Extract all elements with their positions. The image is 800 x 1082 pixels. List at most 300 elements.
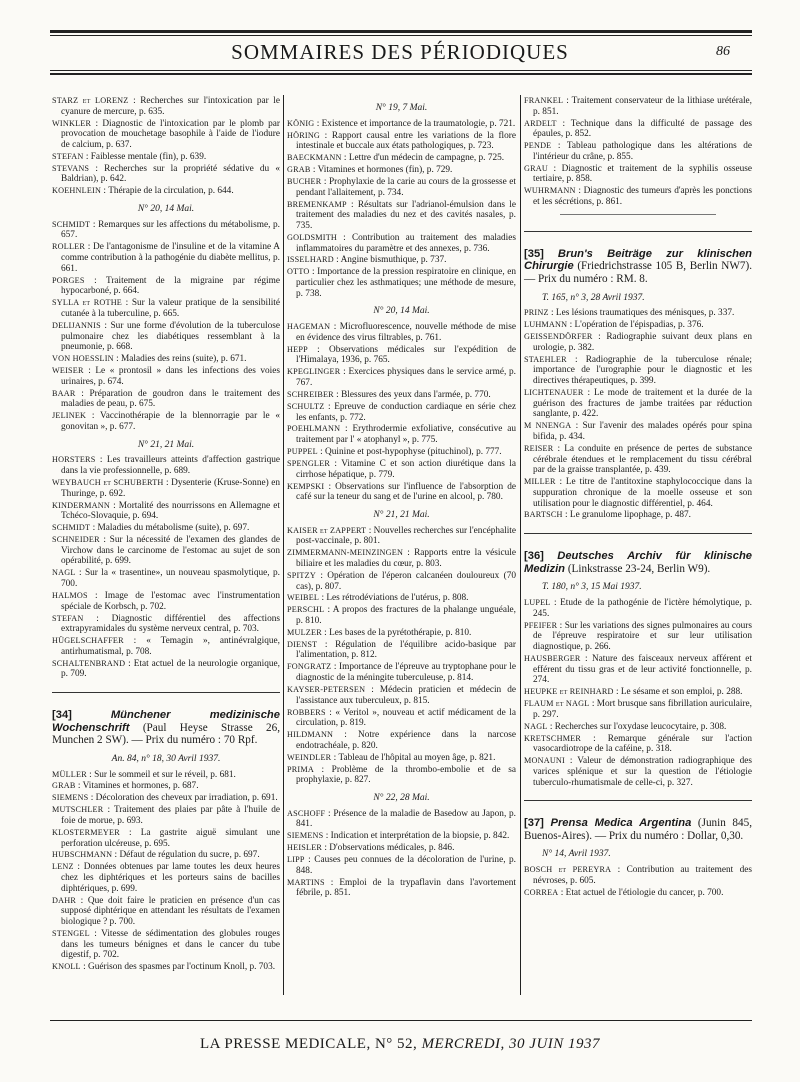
article-title: Indication et interprétation de la biopsie, p. 842. — [330, 831, 510, 842]
article-entry: LUPEL : Etude de la pathogénie de l'ictère hémolytique, p. 245. — [524, 598, 752, 619]
article-author: KLOSTERMEYER — [52, 827, 120, 837]
article-author: OTTO — [287, 267, 310, 277]
article-author: WEINDLER — [287, 752, 332, 762]
article-title: Faiblesse mentale (fin), p. 639. — [90, 151, 207, 162]
article-entry: SCHALTENBRAND : Etat actuel de la neurologie organique, p. 709. — [52, 658, 281, 680]
article-entry: STEVANS : Recherches sur la propriété sédative du « Baldrian), p. 642. — [52, 163, 280, 185]
article-entry: STAEHLER : Radiographie de la tuberculose rénale; importance de l'urographie pour le diagnostic et les directives thérapeutiques, p. 399. — [524, 354, 752, 387]
article-title: Les bases de la pyrétothérapie, p. 810. — [329, 627, 472, 638]
article-entry: WEIBEL : Les rétrodéviations de l'utérus, p. 808. — [287, 593, 469, 604]
article-author: HEUPKE et REINHARD — [524, 687, 614, 697]
article-author: KRETSCHMER — [524, 733, 582, 743]
journal-heading — [524, 817, 752, 842]
journal-details: (Friedrichstrasse 105 B, Berlin NW7). — Prix du numéro : RM. 8. — [524, 260, 752, 285]
article-entry: HORSTERS : Les travailleurs atteints d'affection gastrique dans la vie professionnelle, p. 689. — [52, 455, 280, 477]
article-author: SCHALTENBRAND — [52, 658, 126, 668]
article-author: KNOLL — [52, 962, 81, 972]
issue-heading: N° 21, 21 Mai. — [137, 439, 195, 450]
article-title: Sur la valeur pratique de la sensibilité cutanée à la tuberculine, p. 665. — [61, 298, 280, 319]
article-title: Importance de l'épreuve au tryptophane pour le diagnostic de la méningite tuberculeuse, p. 814. — [296, 662, 516, 684]
article-entry: KAISER et ZAPPERT : Nouvelles recherches sur l'encéphalite post-vaccinale, p. 801. — [287, 525, 517, 547]
article-entry: MÜLLER : Sur le sommeil et sur le réveil, p. 681. — [52, 769, 236, 780]
article-author: WEYBAUCH et SCHUBERTH — [52, 477, 164, 487]
article-entry: DELIJANNIS : Sur une forme d'évolution de la tuberculose pulmonaire chez les diabétiques ressemblant à la pneumonie, p. 668. — [52, 320, 281, 353]
article-entry: SCHMIDT : Remarques sur les affections du métabolisme, p. 657. — [52, 219, 281, 241]
article-author: SCHMIDT — [52, 523, 91, 533]
article-entry: GRAB : Vitamines et hormones (fin), p. 729. — [287, 165, 453, 176]
article-entry: BUCHER : Prophylaxie de la carie au cours de la grossesse et pendant l'allaitement, p. 734. — [287, 176, 516, 198]
article-author: GRAB — [287, 165, 311, 175]
article-entry: BAECKMANN : Lettre d'un médecin de campagne, p. 725. — [287, 153, 505, 164]
article-author: SCHREIBER — [287, 389, 334, 399]
article-author: DAHR — [52, 895, 76, 905]
issue-heading: An. 84, n° 18, 30 Avril 1937. — [111, 753, 221, 764]
article-author: LICHTENAUER — [524, 387, 584, 397]
article-entry: MARTINS : Emploi de la trypaflavin dans l'avortement fébrile, p. 851. — [287, 877, 517, 899]
article-author: JELINEK — [52, 411, 87, 421]
issue-heading: N° 14, Avril 1937. — [542, 849, 611, 860]
article-entry: HILDMANN : Notre expérience dans la narcose endotrachéale, p. 820. — [287, 730, 516, 751]
column-divider-2 — [520, 95, 521, 995]
article-author: SIEMENS — [287, 831, 324, 841]
article-title: Contribution au traitement des névroses, p. 605. — [533, 865, 752, 886]
article-title: Recherches sur l'intoxication par le cyanure de mercure, p. 635. — [61, 96, 280, 117]
article-title: « Veritol », nouveau et actif médicament de la circulation, p. 819. — [296, 707, 517, 729]
article-entry: CORREA : Etat actuel de l'étiologie du cancer, p. 700. — [524, 887, 724, 898]
article-entry: KEMPSKI : Observations sur l'influence de l'absorption de café sur la teneur du sang et de l'urine en alcool, p. 780. — [287, 481, 516, 503]
issue-heading: N° 19, 7 Mai. — [375, 103, 428, 113]
article-entry: OTTO : Importance de la pression respiratoire en clinique, en particulier chez les asthmatiques; une méthode de mesure, p. 738. — [287, 267, 516, 299]
article-entry: REISER : La conduite en présence de pertes de substance cérébrale étendues et le remplacement du tissu cérébral par de la graisse transplantée, p. 439. — [524, 443, 752, 476]
article-entry: MUTSCHLER : Traitement des plaies par pâte à l'huile de foie de morue, p. 693. — [52, 805, 280, 826]
article-entry: HÖRING : Rapport causal entre les variations de la flore intestinale et buccale aux états pathologiques, p. 723. — [287, 130, 516, 152]
article-title: Vitamines et hormones, p. 687. — [82, 781, 199, 792]
article-title: Prophylaxie de la carie au cours de la grossesse et pendant l'allaitement, p. 734. — [296, 176, 516, 198]
article-title: Observations sur l'influence de l'absorption de café sur la teneur du sang et de l'urine en alcool, p. 780. — [296, 481, 516, 503]
article-entry: POEHLMANN : Erythrodermie exfoliative, consécutive au traitement par l' « atophanyl », p. 775. — [287, 424, 517, 446]
journal-details: (Junin 845, Buenos-Aires). — Prix du numéro : Dollar, 0,30. — [524, 817, 752, 842]
article-author: WEIBEL — [287, 593, 320, 603]
article-entry: GOLDSMITH : Contribution au traitement des maladies inflammatoires du paramètre et des annexes, p. 736. — [287, 232, 517, 254]
article-title: « Temagin », antinévralgique, antirhumatismal, p. 708. — [61, 636, 280, 657]
article-title: Traitement des plaies par pâte à l'huile de foie de morue, p. 693. — [61, 805, 280, 826]
article-author: KAYSER-PETERSEN — [287, 684, 366, 694]
journal-heading — [524, 550, 752, 575]
article-author: KAISER et ZAPPERT — [287, 525, 367, 535]
article-author: KOEHNLEIN — [52, 186, 102, 196]
article-author: MILLER — [524, 477, 556, 487]
article-author: SCHMIDT — [52, 219, 91, 229]
article-title: Observations médicales sur l'expédition de l'Himalaya, 1936, p. 765. — [296, 344, 516, 366]
article-title: Causes peu connues de la décoloration de l'urine, p. 848. — [296, 855, 517, 876]
article-entry: LIPP : Causes peu connues de la décoloration de l'urine, p. 848. — [287, 855, 517, 876]
article-title: Rapport causal entre les variations de la flore intestinale et buccale aux états pathologiques, p. 723. — [296, 130, 516, 152]
article-title: Etude de la pathogénie de l'ictère hémolytique, p. 245. — [533, 598, 752, 619]
article-title: Données obtenues par lame toutes les deux heures chez les diphtériques et les porteurs sains de bacilles diphtériques, p. 699. — [61, 862, 281, 894]
article-title: Problème de la thrombo-embolie et de sa prophylaxie, p. 827. — [296, 764, 516, 786]
article-author: SCHULTZ — [287, 401, 325, 411]
article-author: BREMENKAMP — [287, 199, 347, 209]
article-title: Préparation de goudron dans le traitement des maladies de peau, p. 675. — [61, 388, 280, 410]
article-author: SCHNEIDER — [52, 535, 100, 545]
article-entry: M NNENGA : Sur l'avenir des malades opérés pour spina bifida, p. 434. — [524, 421, 752, 442]
article-author: STAEHLER — [524, 354, 567, 364]
article-author: STEVANS — [52, 163, 90, 173]
journal-name: Prensa Medica Argentina — [550, 817, 692, 830]
article-entry: HEPP : Observations médicales sur l'expédition de l'Himalaya, 1936, p. 765. — [287, 344, 516, 366]
article-title: Sur le sommeil et sur le réveil, p. 681. — [94, 769, 236, 780]
article-entry: HÜGELSCHAFFER : « Temagin », antinévralgique, antirhumatismal, p. 708. — [52, 636, 280, 657]
article-entry: WINKLER : Diagnostic de l'intoxication par le plomb par provocation de mouchetage basophile à l'aide de l'iodure de calcium, p. 637. — [52, 118, 280, 150]
article-author: ZIMMERMANN-MEINZINGEN — [287, 548, 404, 558]
article-title: Mortalité des nourrissons en Allemagne et Tchéco-Slovaquie, p. 694. — [61, 500, 280, 522]
article-author: PRIMA — [287, 764, 314, 774]
article-entry: MONAUNI : Valeur de démonstration radiographique des varices splénique et sur la question de l'étiologie tuberculo-rhumatismale de celle-ci, p. 327. — [524, 756, 752, 788]
article-author: LENZ — [52, 862, 74, 872]
article-entry: HALMOS : Image de l'estomac avec l'instrumentation spéciale de Korbsch, p. 702. — [52, 590, 280, 612]
article-title: Notre expérience dans la narcose endotrachéale, p. 820. — [296, 730, 516, 751]
article-title: Décoloration des cheveux par irradiation, p. 691. — [95, 793, 278, 804]
journal-heading — [524, 248, 752, 286]
article-title: Etat actuel de l'étiologie du cancer, p. 700. — [565, 887, 724, 898]
article-entry: FONGRATZ : Importance de l'épreuve au tryptophane pour le diagnostic de la méningite tuberculeuse, p. 814. — [287, 662, 516, 684]
page-title: SOMMAIRES DES PÉRIODIQUES — [231, 40, 569, 64]
article-entry: DAHR : Que doit faire le praticien en présence d'un cas supposé diphtérique en attendant les résultats de l'examen biologique ? p. 700. — [52, 895, 280, 928]
article-title: Le « prontosil » dans les infections des voies urinaires, p. 674. — [61, 366, 280, 387]
article-author: PUPPEL — [287, 447, 318, 457]
article-author: WUHRMANN — [524, 186, 576, 196]
article-author: MARTINS — [287, 877, 325, 887]
article-title: Exercices physiques dans le service armé, p. 767. — [296, 367, 517, 389]
article-entry: PRINZ : Les lésions traumatiques des ménisques, p. 337. — [524, 308, 735, 319]
article-author: LIPP — [287, 855, 305, 865]
article-entry: WEYBAUCH et SCHUBERTH : Dysenterie (Kruse-Sonne) en Thuringe, p. 692. — [52, 477, 280, 499]
article-entry: ROLLER : De l'antagonisme de l'insuline et de la vitamine A comme contribution à la pathogénie du diabète mellitus, p. 661. — [52, 242, 281, 274]
article-entry: SCHMIDT : Maladies du métabolisme (suite), p. 697. — [52, 523, 250, 534]
article-title: Le titre de l'antitoxine staphylococcique dans la suppuration chronique de la moelle osseuse et son utilisation pour le diagnostic différentiel, p. 464. — [533, 477, 752, 509]
article-entry: ZIMMERMANN-MEINZINGEN : Rapports entre la vésicule biliaire et les maladies du cœur, p. 803. — [287, 548, 516, 569]
article-entry: ASCHOFF : Présence de la maladie de Basedow au Japon, p. 841. — [287, 808, 516, 830]
article-title: Dysenterie (Kruse-Sonne) en Thuringe, p. 692. — [61, 477, 280, 499]
article-entry: BARTSCH : Le granulome lipophage, p. 487. — [524, 510, 691, 521]
article-author: SIEMENS — [52, 793, 89, 803]
article-title: Les lésions traumatiques des ménisques, p. 337. — [555, 308, 735, 319]
article-title: Les travailleurs atteints d'affection gastrique dans la vie professionnelle, p. 689. — [61, 455, 280, 477]
header-top-rule-thin — [50, 35, 752, 36]
article-entry: HAGEMAN : Microfluorescence, nouvelle méthode de mise en évidence des virus filtrables, p. 761. — [287, 322, 516, 343]
article-title: Sur une forme d'évolution de la tuberculose pulmonaire chez les diabétiques ressemblant à la pneumonie, p. 668. — [61, 320, 281, 353]
article-entry: JELINEK : Vaccinothérapie de la blennorragie par le « gonovitan », p. 677. — [52, 411, 280, 432]
article-author: GRAB — [52, 781, 76, 791]
article-author: HEISLER — [287, 843, 323, 853]
article-author: SYLLA et ROTHE — [52, 298, 123, 308]
article-title: Radiographie de la tuberculose rénale; importance de l'urographie pour le diagnostic et les directives thérapeutiques, p. 399. — [533, 354, 752, 387]
article-author: PFEIFER — [524, 620, 558, 630]
article-entry: GEISSENDÖRFER : Radiographie suivant deux plans en urologie, p. 382. — [524, 332, 752, 353]
article-author: ARDELT — [524, 118, 557, 128]
article-title: Tableau pathologique dans les altérations de l'intérieur du crâne, p. 855. — [533, 141, 752, 162]
issue-heading: T. 180, n° 3, 15 Mai 1937. — [542, 582, 642, 593]
article-author: GRAU — [524, 163, 548, 173]
article-author: MÜLLER — [52, 769, 87, 779]
article-entry: HUBSCHMANN : Défaut de régulation du sucre, p. 697. — [52, 850, 260, 861]
footer-rule — [50, 1020, 752, 1021]
article-author: NAGL — [524, 721, 548, 731]
article-entry: MULZER : Les bases de la pyrétothérapie, p. 810. — [287, 627, 472, 638]
article-entry: BAAR : Préparation de goudron dans le traitement des maladies de peau, p. 675. — [52, 388, 280, 410]
article-title: Régulation de l'équilibre acido-basique par l'alimentation, p. 812. — [296, 639, 516, 661]
article-entry: SCHREIBER : Blessures des yeux dans l'armée, p. 770. — [287, 389, 491, 400]
article-title: Emploi de la trypaflavin dans l'avortement fébrile, p. 851. — [296, 877, 517, 899]
article-entry: SPITZY : Opération de l'éperon calcanéen douloureux (70 cas), p. 807. — [287, 570, 517, 592]
issue-heading: N° 21, 21 Mai. — [373, 509, 430, 520]
journal-number: [34] — [52, 709, 72, 722]
article-entry: PRIMA : Problème de la thrombo-embolie et de sa prophylaxie, p. 827. — [287, 764, 516, 786]
article-entry: PORGES : Traitement de la migraine par régime hypocarboné, p. 664. — [52, 275, 280, 297]
article-entry: GRAB : Vitamines et hormones, p. 687. — [52, 781, 199, 792]
article-entry: KAYSER-PETERSEN : Médecin praticien et médecin de l'assistance aux tuberculeux, p. 815. — [287, 684, 516, 706]
article-title: Sur la « trasentine», un nouveau spasmolytique, p. 700. — [61, 568, 280, 590]
column-right — [524, 96, 752, 900]
article-title: La gastrite aiguë simulant une perforation ulcéreuse, p. 695. — [61, 827, 281, 849]
article-title: Mort brusque sans fibrillation auriculaire, p. 297. — [533, 699, 752, 720]
article-author: BAECKMANN — [287, 153, 342, 163]
article-entry: PFEIFER : Sur les variations des signes pulmonaires au cours de l'épreuve respiratoire et sur leur utilisation diagnostique, p. 266. — [524, 620, 752, 653]
article-author: MONAUNI — [524, 756, 565, 766]
article-entry: STEFAN : Diagnostic différentiel des affections extrapyramidales du système nerveux central, p. 703. — [52, 613, 280, 635]
article-author: PRINZ — [524, 308, 549, 318]
article-title: La conduite en présence de pertes de substance cérébrale étendues et le remplacement du tissu cérébral par de la graisse transplantée, p. 439. — [533, 443, 752, 476]
article-title: Remarque générale sur l'action vasocardiotrope de la caféine, p. 318. — [533, 733, 753, 755]
article-entry: PUPPEL : Quinine et post-hypophyse (pituchinol), p. 777. — [287, 447, 502, 458]
article-author: PORGES — [52, 275, 85, 285]
article-title: Diagnostic différentiel des affections extrapyramidales du système nerveux central, p. 703. — [61, 613, 280, 635]
article-entry: BREMENKAMP : Résultats sur l'adrianol-émulsion dans le traitement des maladies du nez et des cavités nasales, p. 735. — [287, 199, 516, 231]
article-author: HÖRING — [287, 130, 321, 140]
article-entry: ROBBERS : « Veritol », nouveau et actif médicament de la circulation, p. 819. — [287, 707, 517, 729]
article-author: DELIJANNIS — [52, 320, 101, 330]
article-title: Quinine et post-hypophyse (pituchinol), p. 777. — [325, 447, 502, 458]
article-title: Sur les variations des signes pulmonaires au cours de l'épreuve respiratoire et sur leur utilisation diagnostique, p. 266. — [533, 620, 752, 653]
article-title: Médecin praticien et médecin de l'assistance aux tuberculeux, p. 815. — [296, 684, 516, 706]
article-entry: ARDELT : Technique dans la difficulté de passage des épaules, p. 852. — [524, 118, 752, 140]
article-title: L'opération de l'épispadias, p. 376. — [574, 320, 704, 331]
article-author: DIENST — [287, 639, 318, 649]
article-entry: STARZ et LORENZ : Recherches sur l'intoxication par le cyanure de mercure, p. 635. — [52, 96, 280, 117]
article-author: HAUSBERGER — [524, 653, 581, 663]
article-author: NAGL — [52, 568, 76, 578]
article-author: GOLDSMITH — [287, 232, 338, 242]
article-title: Image de l'estomac avec l'instrumentation spéciale de Korbsch, p. 702. — [61, 590, 280, 612]
article-entry: LICHTENAUER : Le mode de traitement et la durée de la guérison des fractures de jambe traitées par réduction sanglante, p. 422. — [524, 387, 752, 420]
article-title: Vitamines et hormones (fin), p. 729. — [317, 165, 453, 176]
article-title: Résultats sur l'adrianol-émulsion dans le traitement des maladies du nez et des cavités nasales, p. 735. — [296, 199, 516, 231]
article-author: FRANKEL — [524, 96, 564, 105]
article-author: POEHLMANN — [287, 424, 341, 434]
article-title: Défaut de régulation du sucre, p. 697. — [119, 850, 260, 861]
article-author: STEFAN — [52, 613, 84, 623]
article-author: GEISSENDÖRFER — [524, 332, 593, 342]
article-entry: SCHNEIDER : Sur la nécessité de l'examen des glandes de Virchow dans le carcinome de l'estomac au sujet de son opérabilité, p. 699. — [52, 535, 280, 567]
journal-details: (Linkstrasse 23-24, Berlin W9). — [567, 562, 711, 575]
journal-details: (Paul Heyse Strasse 26, Munchen 2 SW). — Prix du numéro : 70 Rpf. — [52, 721, 280, 747]
article-title: Vitamine C et son action diurétique dans la cirrhose hépatique, p. 779. — [296, 458, 516, 480]
issue-heading: T. 165, n° 3, 28 Avril 1937. — [542, 292, 645, 303]
article-title: Maladies du métabolisme (suite), p. 697. — [97, 523, 250, 534]
article-title: Remarques sur les affections du métabolisme, p. 657. — [61, 219, 281, 241]
article-title: Traitement conservateur de la lithiase urétérale, p. 851. — [533, 96, 752, 117]
article-entry: ISSELHARD : Angine bismuthique, p. 737. — [287, 255, 447, 266]
article-title: Nouvelles recherches sur l'encéphalite post-vaccinale, p. 801. — [296, 525, 517, 547]
article-entry: SIEMENS : Décoloration des cheveux par irradiation, p. 691. — [52, 793, 278, 804]
article-title: Valeur de démonstration radiographique des varices splénique et sur la question de l'étiologie tuberculo-rhumatismale de celle-ci, p. 327. — [533, 756, 752, 788]
article-title: Diagnostic et traitement de la syphilis osseuse tertiaire, p. 858. — [533, 163, 752, 185]
journal-name: Münchener medizinische Wochenschrift — [52, 709, 280, 734]
article-title: Erythrodermie exfoliative, consécutive au traitement par l' « atophanyl », p. 775. — [296, 424, 517, 446]
article-title: Traitement de la migraine par régime hypocarboné, p. 664. — [61, 275, 280, 297]
issue-heading: N° 22, 28 Mai. — [373, 793, 430, 804]
article-title: Le sésame et son emploi, p. 288. — [620, 687, 743, 698]
header-bottom-rule — [50, 70, 752, 71]
article-title: Blessures des yeux dans l'armée, p. 770. — [341, 389, 491, 400]
article-entry: VON HOESSLIN : Maladies des reins (suite), p. 671. — [52, 354, 247, 365]
article-author: HÜGELSCHAFFER — [52, 636, 124, 646]
article-title: Vaccinothérapie de la blennorragie par le « gonovitan », p. 677. — [61, 411, 280, 432]
short-separator — [560, 214, 715, 215]
article-author: MULZER — [287, 627, 322, 637]
article-author: KEMPSKI — [287, 481, 325, 491]
section-separator — [52, 692, 280, 693]
article-entry: LENZ : Données obtenues par lame toutes les deux heures chez les diphtériques et les porteurs sains de bacilles diphtériques, p. 699. — [52, 862, 281, 894]
article-title: Que doit faire le praticien en présence d'un cas supposé diphtérique en attendant les résultats de l'examen biologique ? p. 700. — [61, 895, 280, 928]
journal-name: Brun's Beiträge zur klinischen Chirurgie — [524, 247, 752, 273]
article-author: HEPP — [287, 344, 308, 354]
article-title: Guérison des spasmes par l'octinum Knoll, p. 703. — [87, 962, 276, 973]
issue-heading: N° 20, 14 Mai. — [373, 306, 430, 317]
article-entry: KRETSCHMER : Remarque générale sur l'action vasocardiotrope de la caféine, p. 318. — [524, 733, 753, 755]
footer-date: MERCREDI, 30 JUIN 1937 — [421, 1036, 601, 1052]
article-title: Nature des faisceaux nerveux afférent et efférent du tissu gras et de leur activité fonctionnelle, p. 274. — [533, 653, 752, 686]
article-entry: HEISLER : D'observations médicales, p. 846. — [287, 843, 455, 854]
journal-number: [37] — [524, 817, 544, 830]
article-author: KÖNIG — [287, 118, 315, 128]
article-entry: HAUSBERGER : Nature des faisceaux nerveux afférent et efférent du tissu gras et de leur activité fonctionnelle, p. 274. — [524, 653, 752, 686]
article-entry: WUHRMANN : Diagnostic des tumeurs d'après les ponctions et les sécrétions, p. 861. — [524, 186, 752, 208]
article-author: M NNENGA — [524, 421, 572, 431]
article-author: HAGEMAN — [287, 322, 331, 332]
article-title: Radiographie suivant deux plans en urologie, p. 382. — [533, 332, 752, 353]
article-title: De l'antagonisme de l'insuline et de la vitamine A comme contribution à la pathogénie du diabète mellitus, p. 661. — [61, 242, 281, 274]
article-title: Sur la nécessité de l'examen des glandes de Virchow dans le carcinome de l'estomac au sujet de son opérabilité, p. 699. — [61, 535, 280, 567]
footer — [0, 1036, 800, 1053]
article-entry: SPENGLER : Vitamine C et son action diurétique dans la cirrhose hépatique, p. 779. — [287, 458, 516, 480]
article-author: HILDMANN — [287, 730, 334, 740]
article-entry: KLOSTERMEYER : La gastrite aiguë simulant une perforation ulcéreuse, p. 695. — [52, 827, 281, 849]
article-entry: SIEMENS : Indication et interprétation de la biopsie, p. 842. — [287, 831, 510, 842]
article-entry: SCHULTZ : Epreuve de conduction cardiaque en série chez les enfants, p. 772. — [287, 401, 516, 423]
article-entry: FRANKEL : Traitement conservateur de la lithiase urétérale, p. 851. — [524, 96, 752, 117]
article-entry: FLAUM et NAGL : Mort brusque sans fibrillation auriculaire, p. 297. — [524, 699, 752, 720]
journal-name: Deutsches Archiv für klinische Medizin — [524, 550, 752, 575]
article-author: BUCHER — [287, 176, 322, 186]
journal-number: [36] — [524, 550, 544, 563]
article-author: ISSELHARD — [287, 255, 334, 265]
article-title: A propos des fractures de la phalange unguéale, p. 810. — [296, 605, 516, 626]
article-author: WEISER — [52, 366, 84, 376]
article-entry: KOEHNLEIN : Thérapie de la circulation, p. 644. — [52, 186, 234, 197]
header-bottom-rule-thick — [50, 73, 752, 75]
article-author: BAAR — [52, 388, 76, 398]
article-title: Vitesse de sédimentation des globules rouges dans les tumeurs bénignes et dans le cancer du tube digestif, p. 702. — [61, 928, 280, 961]
article-title: Contribution au traitement des maladies inflammatoires du paramètre et des annexes, p. 736. — [296, 232, 517, 254]
article-author: REISER — [524, 443, 554, 453]
article-title: Recherches sur l'oxydase leucocytaire, p. 308. — [554, 721, 727, 732]
article-author: KPEGLINGER — [287, 367, 341, 377]
article-entry: NAGL : Sur la « trasentine», un nouveau spasmolytique, p. 700. — [52, 568, 280, 590]
article-author: VON HOESSLIN — [52, 354, 114, 364]
article-author: PENDE — [524, 141, 552, 151]
article-author: SPENGLER — [287, 458, 330, 468]
article-author: WINKLER — [52, 118, 92, 128]
article-entry: HEUPKE et REINHARD : Le sésame et son emploi, p. 288. — [524, 687, 743, 698]
article-entry: PERSCHL : A propos des fractures de la phalange unguéale, p. 810. — [287, 605, 516, 626]
article-title: Existence et importance de la traumatologie, p. 721. — [321, 118, 516, 129]
article-author: LUPEL — [524, 598, 551, 608]
article-entry: STENGEL : Vitesse de sédimentation des globules rouges dans les tumeurs bénignes et dans le cancer du tube digestif, p. 702. — [52, 928, 280, 961]
article-author: HORSTERS — [52, 455, 96, 465]
article-title: Recherches sur la propriété sédative du « Baldrian), p. 642. — [61, 163, 280, 185]
column-divider-1 — [283, 95, 284, 995]
article-title: Les rétrodéviations de l'utérus, p. 808. — [326, 593, 469, 604]
article-entry: LUHMANN : L'opération de l'épispadias, p. 376. — [524, 320, 704, 331]
article-author: STARZ et LORENZ — [52, 96, 129, 105]
article-title: Diagnostic des tumeurs d'après les ponctions et les sécrétions, p. 861. — [533, 186, 752, 208]
article-entry: DIENST : Régulation de l'équilibre acido-basique par l'alimentation, p. 812. — [287, 639, 516, 661]
article-entry: KNOLL : Guérison des spasmes par l'octinum Knoll, p. 703. — [52, 962, 276, 973]
article-title: D'observations médicales, p. 846. — [329, 843, 455, 854]
article-entry: KÖNIG : Existence et importance de la traumatologie, p. 721. — [287, 118, 516, 129]
article-title: Rapports entre la vésicule biliaire et les maladies du cœur, p. 803. — [296, 548, 516, 569]
article-title: Etat actuel de la neurologie organique, p. 709. — [61, 658, 281, 680]
article-title: Thérapie de la circulation, p. 644. — [108, 186, 234, 197]
article-author: MUTSCHLER — [52, 805, 104, 815]
article-title: Présence de la maladie de Basedow au Japon, p. 841. — [296, 808, 516, 830]
article-author: SPITZY — [287, 570, 316, 580]
article-entry: WEISER : Le « prontosil » dans les infections des voies urinaires, p. 674. — [52, 366, 280, 387]
article-title: Diagnostic de l'intoxication par le plomb par provocation de mouchetage basophile à l'aide de l'iodure de calcium, p. 637. — [61, 118, 280, 150]
article-title: Maladies des reins (suite), p. 671. — [121, 354, 247, 365]
article-title: Sur l'avenir des malades opérés pour spina bifida, p. 434. — [533, 421, 752, 442]
article-author: HUBSCHMANN — [52, 850, 113, 860]
article-title: Opération de l'éperon calcanéen douloureux (70 cas), p. 807. — [296, 570, 517, 592]
article-author: CORREA — [524, 887, 559, 897]
article-author: HALMOS — [52, 590, 88, 600]
article-author: FONGRATZ — [287, 662, 332, 672]
article-author: BOSCH et PEREYRA — [524, 865, 612, 875]
issue-heading: N° 20, 14 Mai. — [137, 204, 195, 215]
article-title: Microfluorescence, nouvelle méthode de mise en évidence des virus filtrables, p. 761. — [296, 322, 516, 343]
article-entry: BOSCH et PEREYRA : Contribution au traitement des névroses, p. 605. — [524, 865, 752, 886]
article-title: Le granulome lipophage, p. 487. — [569, 510, 691, 521]
article-author: STEFAN — [52, 151, 84, 161]
article-title: Angine bismuthique, p. 737. — [340, 255, 447, 266]
article-entry: SYLLA et ROTHE : Sur la valeur pratique de la sensibilité cutanée à la tuberculine, p. 665. — [52, 298, 280, 319]
journal-heading — [52, 709, 280, 747]
article-title: Technique dans la difficulté de passage des épaules, p. 852. — [533, 118, 752, 140]
article-title: Le mode de traitement et la durée de la guérison des fractures de jambe traitées par réduction sanglante, p. 422. — [533, 387, 752, 420]
article-entry: MILLER : Le titre de l'antitoxine staphylococcique dans la suppuration chronique de la moelle osseuse et son utilisation pour le diagnostic différentiel, p. 464. — [524, 477, 752, 509]
article-entry: KINDERMANN : Mortalité des nourrissons en Allemagne et Tchéco-Slovaquie, p. 694. — [52, 500, 280, 522]
